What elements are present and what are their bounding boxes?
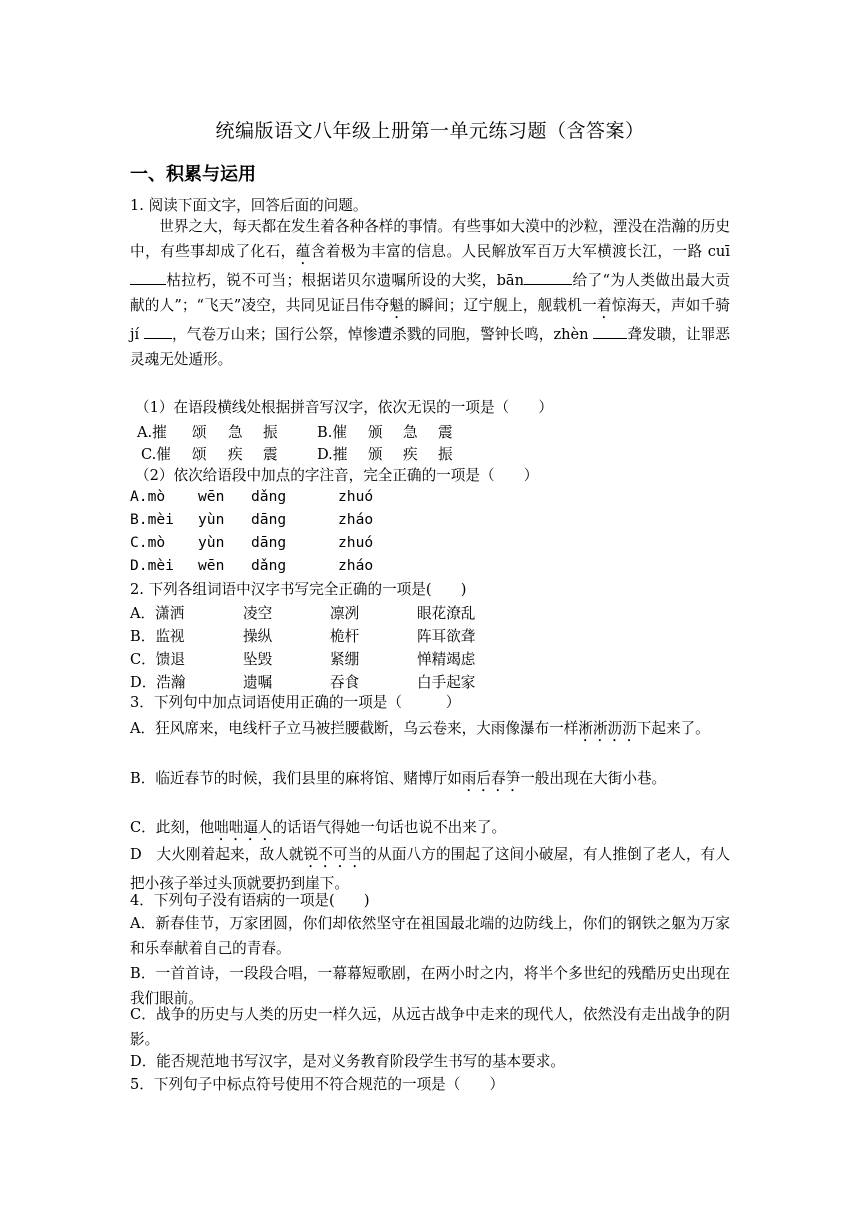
- q2-stem: 2. 下列各组词语中汉字书写完全正确的一项是( ): [130, 581, 467, 598]
- q4-stem: 4．下列句子没有语病的一项是( ): [130, 892, 370, 909]
- page-title: 统编版语文八年级上册第一单元练习题（含答案）: [215, 120, 645, 142]
- q3-option-d: D 大火刚着起来，敌人就锐不可当的从面八方的围起了这间小破屋，有人推倒了老人，有人把小孩子举过头顶就要扔到崖下。: [130, 846, 730, 892]
- fill-blank: [130, 270, 166, 285]
- q1-stem: 1. 阅读下面文字，回答后面的问题。: [130, 197, 368, 214]
- dotted-char: 魁: [389, 297, 405, 314]
- section-heading: 一、积累与运用: [130, 164, 256, 185]
- dotted-word: 雨后春笋: [461, 770, 521, 787]
- dotted-word: 咄咄逼人: [214, 819, 273, 836]
- q1-sub1: （1）在语段横线处根据拼音写汉字，依次无误的一项是（ ）: [135, 399, 553, 416]
- q1-sub2: （2）依次给语段中加点的字注音，完全正确的一项是（ ）: [135, 467, 539, 484]
- q3-stem: 3．下列句中加点词语使用正确的一项是（ ）: [130, 694, 461, 711]
- q1-passage: 世界之大，每天都在发生着各种各样的事情。有些事如大漠中的沙粒，湮没在浩瀚的历史中，有些事却成了化石，蕴含着极为丰富的信息。人民解放军百万大军横渡长江，一路 cuī枯拉朽，锐不可当；根据诺贝尔遗嘱所设的大奖，bān 给了“为人类做出最大贡献的人”；“飞天”凌空，共同见证吕伟夺魁的瞬间；辽宁舰上，舰载机一着惊海天，声如千骑 jí ，气卷万山来；国行公祭，悼惨遭杀戮的同胞，警钟长鸣，zhèn 聋发聩，让罪恶灵魂无处遁形。: [130, 218, 730, 368]
- q4-option-d: D．能否规范地书写汉字，是对义务教育阶段学生书写的基本要求。: [130, 1053, 565, 1070]
- document-page: 统编版语文八年级上册第一单元练习题（含答案） 一、积累与运用 1. 阅读下面文字，回答后面的问题。 世界之大，每天都在发生着各种各样的事情。有些事如大漠中的沙粒，湮没在浩瀚的历史中，有些事却成了化石，蕴含着极为丰富的信息。人民解放军百万大军横渡长江，一路 cuī枯拉朽，锐不可当；根据诺贝尔遗嘱所设的大奖，bān 给了“为人类做出最大贡献的人”；“飞天”凌空，共同见证吕伟夺魁的瞬间；辽宁舰上，舰载机一着惊海天，声如千骑 jí ，气卷万山来；国行公祭，悼惨遭杀戮的同胞，警钟长鸣，zhèn 聋发聩，让罪恶灵魂无处遁形。 （1）在语段横线处根据拼音写汉字，依次无误的一项是（ ） A.摧 颂 急 振 B.催 颁 急 震 C.催 颂 疾 震 D.摧 颁 疾 振 （2）依次给语段中加点的字注音，完全正确的一项是（ ） A.mò wēn dǎng zhuó B.mèi yùn dāng zháo C.mò yùn dāng zhuó D.mèi wēn dǎng zháo 2. 下列各组词语中汉字书写完全正确的一项是( ) A．潇洒 凌空 凛冽 眼花潦乱 B．监视 操纵 桅杆 阵耳欲聋 C．馈退 坠毁 紧绷 惮精竭虑 D．浩瀚 遗嘱 吞食 白手起家 3．下列句中加点词语使用正确的一项是（ ） A．狂风席来，电线杆子立马被拦腰截断，乌云卷来，大雨像瀑布一样淅淅沥沥下起来了。 B．临近春节的时候，我们县里的麻将馆、赌博厅如雨后春笋一般出现在大街小巷。 C．此刻，他咄咄逼人的话语气得她一句话也说不出来了。 D 大火刚着起来，敌人就锐不可当的从面八方的围起了这间小破屋，有人推倒了老人，有人把小孩子举过头顶就要扔到崖下。 4．下列句子没有语病的一项是( ) A．新春佳节，万家团圆，你们却依然坚守在祖国最北端的边防线上，你们的钢铁之躯为万家和乐奉献着自己的青春。 B．一首首诗，一段段合唱，一幕幕短歌剧，在两小时之内，将半个多世纪的残酷历史出现在我们眼前。 C．战争的历史与人类的历史一样久远，从远古战争中走来的现代人，依然没有走出战争的阴影。 D．能否规范地书写汉字，是对义务教育阶段学生书写的基本要求。 5．下列句子中标点符号使用不符合规范的一项是（ ）: [0, 0, 860, 1216]
- fill-blank: [524, 270, 572, 285]
- dotted-word: 锐不可当: [303, 846, 363, 863]
- q4-option-a: A．新春佳节，万家团圆，你们却依然坚守在祖国最北端的边防线上，你们的钢铁之躯为万家和乐奉献着自己的青春。: [130, 915, 730, 957]
- q3-option-c: C．此刻，他咄咄逼人的话语气得她一句话也说不出来了。: [130, 819, 507, 836]
- dotted-char: 着: [596, 297, 612, 314]
- fill-blank: [593, 324, 627, 339]
- dotted-word: 淅淅沥沥: [578, 720, 637, 737]
- q3-option-a: A．狂风席来，电线杆子立马被拦腰截断，乌云卷来，大雨像瀑布一样淅淅沥沥下起来了。: [130, 720, 710, 737]
- dotted-char: 蕴: [295, 243, 311, 260]
- q4-option-b: B．一首首诗，一段段合唱，一幕幕短歌剧，在两小时之内，将半个多世纪的残酷历史出现在我们眼前。: [130, 965, 730, 1007]
- q4-option-c: C．战争的历史与人类的历史一样久远，从远古战争中走来的现代人，依然没有走出战争的阴影。: [130, 1006, 730, 1048]
- q5-stem: 5．下列句子中标点符号使用不符合规范的一项是（ ）: [130, 1076, 505, 1093]
- q3-option-b: B．临近春节的时候，我们县里的麻将馆、赌博厅如雨后春笋一般出现在大街小巷。: [130, 770, 667, 787]
- fill-blank: [144, 324, 172, 339]
